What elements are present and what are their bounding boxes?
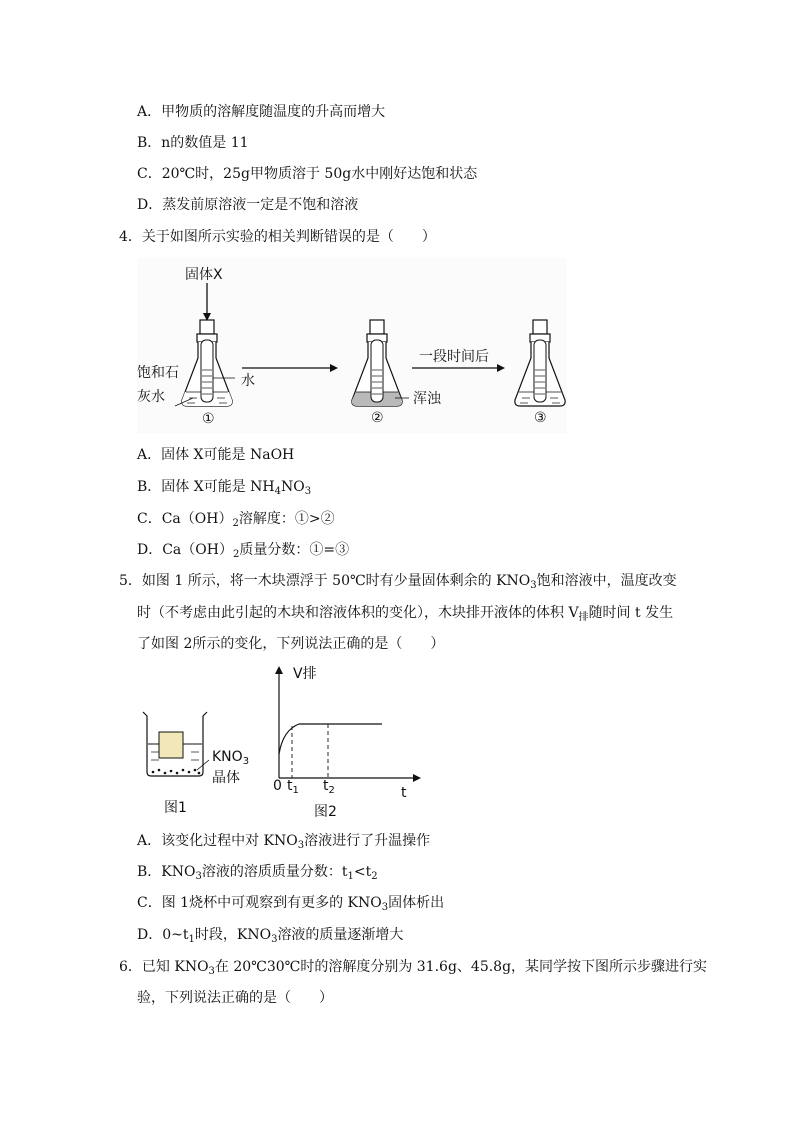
q4-option-c: C．$Ca(OH)_2$溶解度：①>② (137, 511, 335, 529)
y-axis-label: V排 (293, 666, 317, 682)
kno3-label: $KNO_3$ (212, 749, 250, 767)
q4-option-b: B．固体 X可能是 $NH_4NO_3$ (137, 479, 312, 497)
x-axis-label: t (401, 785, 407, 801)
q6-stem-line-2: 验，下列说法正确的是（ ） (137, 990, 333, 1006)
fig2-label: 图2 (314, 804, 337, 820)
q4-flasks-diagram (137, 258, 567, 433)
t1-label: $t_1$ (287, 778, 299, 796)
q3-option-d: D．蒸发前原溶液一定是不饱和溶液 (137, 197, 359, 213)
lime-label-2: 灰水 (137, 389, 165, 405)
lime-label-1: 饱和石 (137, 365, 179, 381)
cloudy-label: 浑浊 (413, 391, 441, 407)
q3-option-a: A．甲物质的溶解度随温度的升高而增大 (137, 104, 386, 120)
origin-label: 0 (273, 778, 282, 794)
q5-figure (137, 660, 427, 820)
flask-2-number: ② (371, 410, 384, 426)
q3-option-c: C．20℃时，25g甲物质溶于 50g水中刚好达饱和状态 (137, 166, 478, 182)
q4-option-a: A．固体 X可能是 NaOH (137, 447, 295, 463)
q5-graph (275, 666, 421, 782)
q6-stem-line-1: 6．已知 $KNO_3$在 20℃30℃时的溶解度分别为 31.6g、45.8g，某同学按下图所示步骤进行实 (119, 959, 708, 977)
solid-x-label: 固体X (185, 267, 223, 283)
q5-stem-line-3: 了如图 2所示的变化，下列说法正确的是（ ） (137, 636, 445, 652)
q5-stem-line-2: 时（不考虑由此引起的木块和溶液体积的变化），木块排开液体的体积 $V_排$随时间 t 发生 (137, 605, 674, 623)
q4-figure (137, 258, 567, 433)
q5-option-d: D．$0\sim t_1$时段，$KNO_3$溶液的质量逐渐增大 (137, 927, 404, 945)
crystal-label: 晶体 (212, 770, 240, 786)
t2-label: $t_2$ (323, 778, 335, 796)
fig1-label: 图1 (164, 800, 187, 816)
q4-stem: 4．关于如图所示实验的相关判断错误的是（ ） (119, 229, 436, 245)
q5-option-c: C．图 1烧杯中可观察到有更多的 $KNO_3$固体析出 (137, 895, 445, 913)
q4-option-d: D．$Ca(OH)_2$质量分数：①=③ (137, 542, 350, 560)
after-time-label: 一段时间后 (419, 349, 489, 365)
q5-stem-line-1: 5．如图 1 所示，将一木块漂浮于 50℃时有少量固体剩余的 $KNO_3$饱和溶液中，温度改变 (119, 573, 677, 591)
q5-figure-drawing (137, 660, 427, 820)
flask-3-number: ③ (534, 410, 547, 426)
q5-option-a: A．该变化过程中对 $KNO_3$溶液进行了升温操作 (137, 833, 431, 851)
water-label: 水 (241, 373, 255, 389)
beaker (143, 712, 209, 776)
flask-1-number: ① (202, 411, 215, 427)
q5-option-b: B．$KNO_3$溶液的溶质质量分数：$t_1<t_2$ (137, 864, 378, 882)
q3-option-b: B．n的数值是 11 (137, 135, 249, 151)
